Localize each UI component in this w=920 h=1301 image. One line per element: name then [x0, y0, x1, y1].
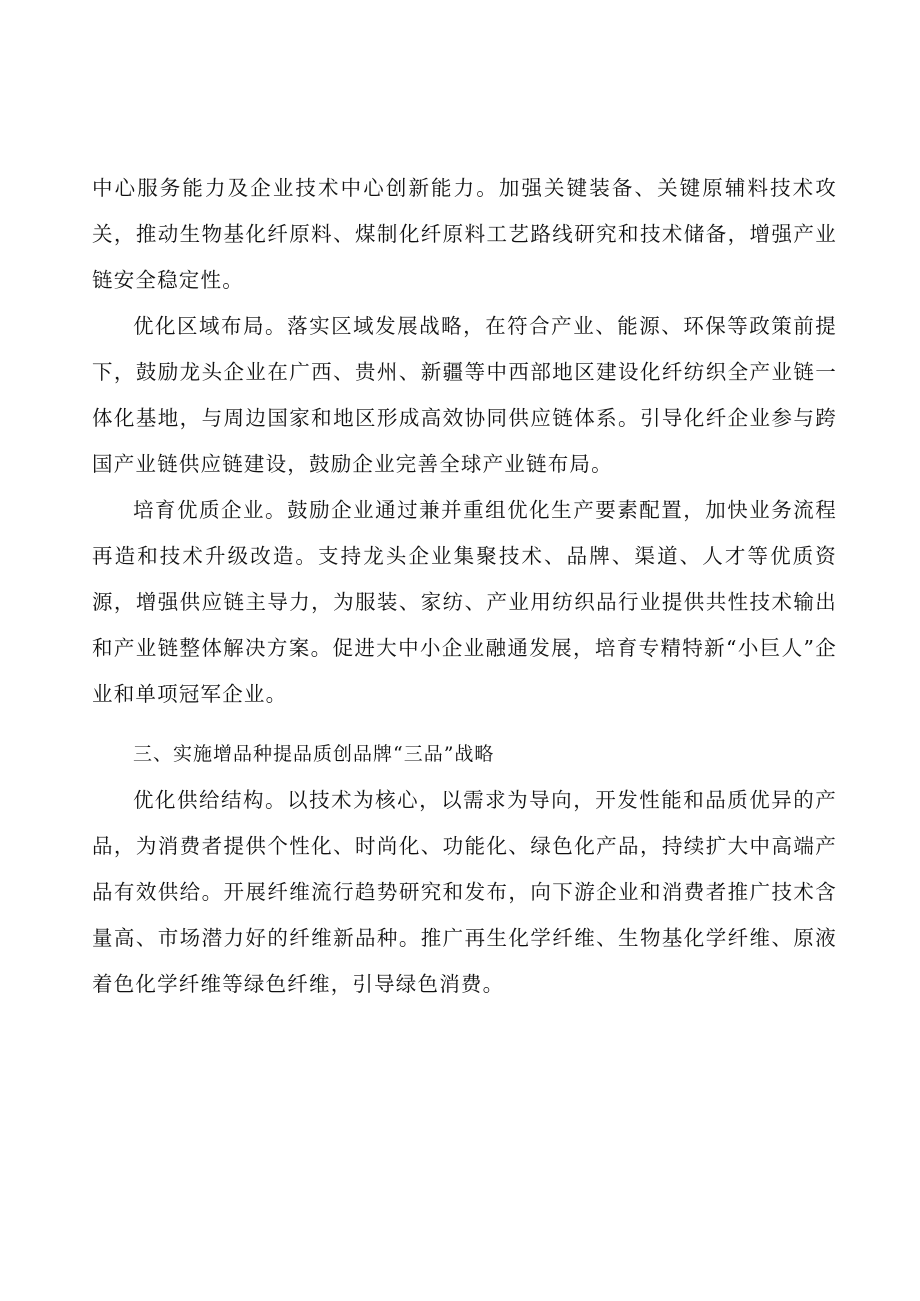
section-heading: 三、实施增品种提品质创品牌“三品”战略 [133, 743, 495, 765]
document-body [92, 165, 837, 1007]
paragraph-continuation: 中心服务能力及企业技术中心创新能力。加强关键装备、关键原辅料技术攻关，推动生物基化纤原料、煤制化纤原料工艺路线研究和技术储备，增强产业链安全稳定性。 [92, 176, 837, 292]
paragraph-supply-structure: 优化供给结构。以技术为核心，以需求为导向，开发性能和品质优异的产品，为消费者提供个性化、时尚化、功能化、绿色化产品，持续扩大中高端产品有效供给。开展纤维流行趋势研究和发布，向下游企业和消费者推广技术含量高、市场潜力好的纤维新品种。推广再生化学纤维、生物基化学纤维、原液着色化学纤维等绿色纤维，引导绿色消费。 [92, 788, 837, 996]
paragraph-quality-enterprises: 培育优质企业。鼓励企业通过兼并重组优化生产要素配置，加快业务流程再造和技术升级改造。支持龙头企业集聚技术、品牌、渠道、人才等优质资源，增强供应链主导力，为服装、家纺、产业用纺织品行业提供共性技术输出和产业链整体解决方案。促进大中小企业融通发展，培育专精特新“小巨人”企业和单项冠军企业。 [92, 498, 837, 706]
paragraph-regional-layout: 优化区域布局。落实区域发展战略，在符合产业、能源、环保等政策前提下，鼓励龙头企业在广西、贵州、新疆等中西部地区建设化纤纺织全产业链一体化基地，与周边国家和地区形成高效协同供应链体系。引导化纤企业参与跨国产业链供应链建设，鼓励企业完善全球产业链布局。 [92, 314, 837, 476]
